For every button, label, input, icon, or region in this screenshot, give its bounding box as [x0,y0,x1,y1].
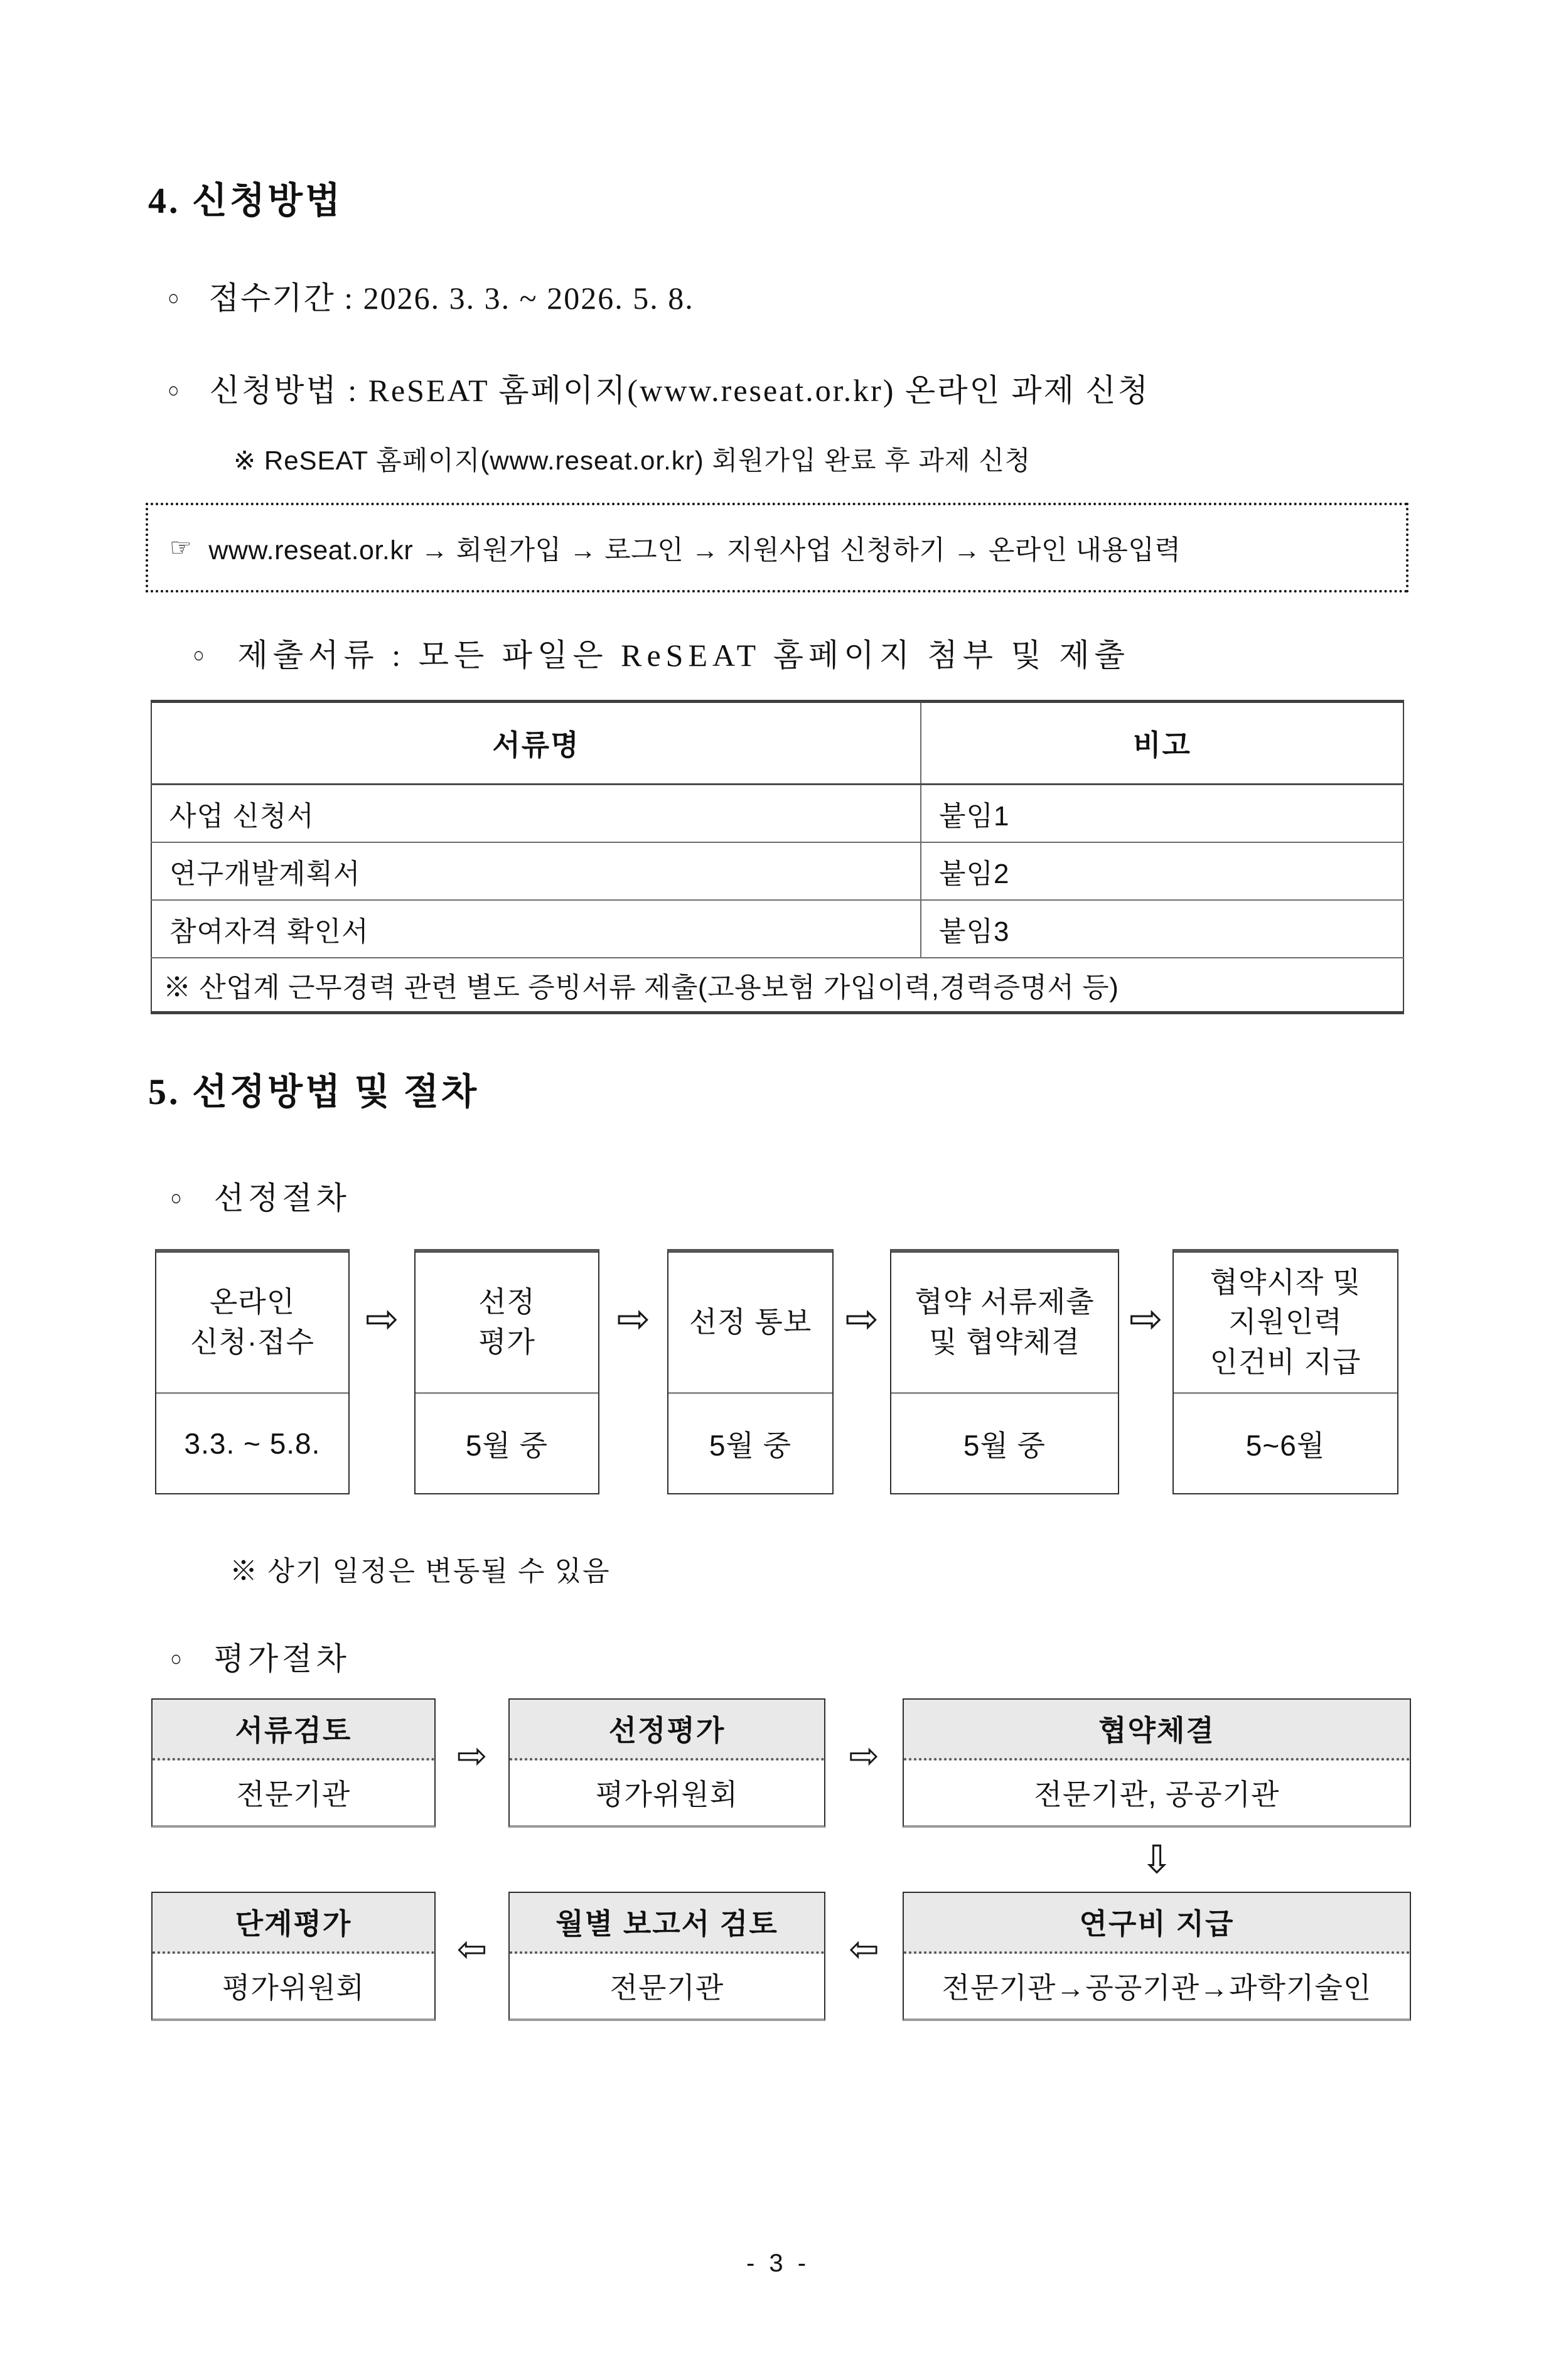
step-label-line: 평가 [478,1325,535,1358]
right-arrow-icon: ⇨ [365,1295,399,1343]
bullet-selection-procedure [169,1179,1556,1218]
documents-table [151,700,1404,1014]
bullet-evaluation-procedure [169,1640,1556,1678]
document-name-cell: 연구개발계획서 [151,842,921,900]
receipt-period-text: 접수기간 : 2026. 3. 3. ~ 2026. 5. 8. [208,280,694,316]
selection-steps-flowchart [155,1249,1398,1494]
flow-gap [834,1249,890,1494]
flow-gap [436,1892,508,2021]
box-body: 전문기관→공공기관→과학기술인 [942,1971,1372,2005]
step-label-line: 온라인 [209,1285,296,1319]
box-body: 전문기관 [609,1971,724,2005]
flow-gap [436,1698,508,1828]
table-row [151,900,1403,958]
spacer [508,1828,825,1892]
page-number: - 3 - [746,2249,810,2277]
table-footnote: ※ 산업계 근무경력 관련 별도 증빙서류 제출(고용보험 가입이력,경력증명서 등) [163,972,1119,1003]
step-label [891,1253,1118,1394]
section5-title: 5. 선정방법 및 절차 [148,1071,480,1112]
step-label [156,1253,348,1394]
right-arrow-icon: ⇨ [456,1734,488,1777]
col-header-remark: 비고 [921,701,1403,784]
remark-cell: 붙임3 [921,900,1403,958]
flow-gap [825,1698,903,1828]
circle-bullet-icon: ○ [193,643,210,667]
remark-cell: 붙임2 [921,842,1403,900]
right-arrow-icon: ⇨ [849,1734,879,1777]
document-name-cell: 참여자격 확인서 [151,900,921,958]
down-arrow-row [151,1828,1411,1892]
box-body: 평가위원회 [595,1778,739,1811]
left-arrow-icon: ⇦ [849,1927,879,1970]
evaluation-row-1 [151,1698,1411,1828]
box-title: 연구비 지급 [904,1893,1410,1954]
bullet-apply-method [167,372,1556,410]
document-name-cell: 사업 신청서 [151,784,921,842]
box-agreement-conclusion [903,1698,1411,1828]
step-agreement-start [1172,1249,1398,1494]
table-row [151,784,1403,842]
step-period: 5~6월 [1245,1429,1326,1462]
step-label-line: 및 협약체결 [929,1325,1080,1358]
table-footnote-row [151,958,1403,1013]
documents-text: 제출서류 : 모든 파일은 ReSEAT 홈페이지 첨부 및 제출 [237,637,1130,673]
step-label-line: 인건비 지급 [1210,1345,1361,1378]
right-arrow-icon: ⇨ [845,1295,879,1343]
evaluation-procedure-text: 평가절차 [213,1641,350,1676]
circle-bullet-icon: ○ [170,1647,186,1671]
box-body: 전문기관, 공공기관 [1034,1778,1280,1811]
step-period: 5월 중 [963,1429,1046,1462]
bullet-documents [192,636,1556,675]
down-arrow-cell [903,1828,1411,1892]
membership-note: ※ ReSEAT 홈페이지(www.reseat.or.kr) 회원가입 완료 후 과제 신청 [233,445,1031,475]
box-research-fund-payment [903,1892,1411,2021]
step-period: 5월 중 [465,1429,549,1462]
box-title: 월별 보고서 검토 [510,1893,824,1954]
remark-cell: 붙임1 [921,784,1403,842]
step-label-line: 신청·접수 [190,1325,315,1358]
box-title: 서류검토 [153,1700,434,1761]
evaluation-flowchart [151,1698,1411,2021]
application-path-box [146,503,1408,592]
step-selection-evaluation [414,1249,599,1494]
circle-bullet-icon: ○ [168,286,181,310]
box-title: 단계평가 [153,1893,434,1954]
box-body: 전문기관 [236,1778,351,1811]
right-arrow-icon: ⇨ [1129,1295,1163,1343]
document-page [0,181,1556,2380]
down-arrow-icon: ⇩ [1140,1836,1173,1882]
col-header-document-name: 서류명 [151,701,921,784]
flow-gap [599,1249,667,1494]
box-document-review [151,1698,436,1828]
box-monthly-report-review [508,1892,825,2021]
section4-title: 4. 신청방법 [148,180,343,221]
step-label [1174,1253,1397,1394]
box-selection-evaluation [508,1698,825,1828]
schedule-change-note: ※ 상기 일정은 변동될 수 있음 [230,1555,611,1587]
spacer [436,1828,508,1892]
flow-gap [1119,1249,1172,1494]
step-label [668,1253,832,1394]
spacer [825,1828,903,1892]
right-arrow-icon: ⇨ [616,1295,650,1343]
box-stage-evaluation [151,1892,436,2021]
step-label-line: 선정 통보 [689,1305,812,1339]
box-title: 협약체결 [904,1700,1410,1761]
step-online-application [155,1249,350,1494]
step-period: 3.3. ~ 5.8. [184,1427,321,1460]
table-row [151,842,1403,900]
apply-method-text: 신청방법 : ReSEAT 홈페이지(www.reseat.or.kr) 온라인 과제 신청 [209,372,1151,408]
evaluation-row-2 [151,1892,1411,2021]
box-body: 평가위원회 [222,1971,365,2005]
circle-bullet-icon: ○ [168,378,181,402]
selection-procedure-text: 선정절차 [213,1180,350,1216]
application-path-text: www.reseat.or.kr → 회원가입 → 로그인 → 지원사업 신청하기 → 온라인 내용입력 [208,535,1181,566]
step-label [416,1253,598,1394]
pointing-hand-icon: ☞ [169,533,193,563]
left-arrow-icon: ⇦ [456,1927,488,1970]
step-period: 5월 중 [709,1429,792,1462]
step-label-line: 협약 서류제출 [915,1285,1095,1319]
circle-bullet-icon: ○ [170,1186,186,1210]
step-label-line: 지원인력 [1228,1305,1343,1339]
table-header-row [151,701,1403,784]
step-label-line: 선정 [478,1285,535,1319]
bullet-receipt-period [167,279,1556,318]
flow-gap [350,1249,414,1494]
spacer [151,1828,436,1892]
box-title: 선정평가 [510,1700,824,1761]
step-agreement-documents [890,1249,1119,1494]
step-selection-notice [667,1249,834,1494]
step-label-line: 협약시작 및 [1210,1265,1361,1299]
flow-gap [825,1892,903,2021]
